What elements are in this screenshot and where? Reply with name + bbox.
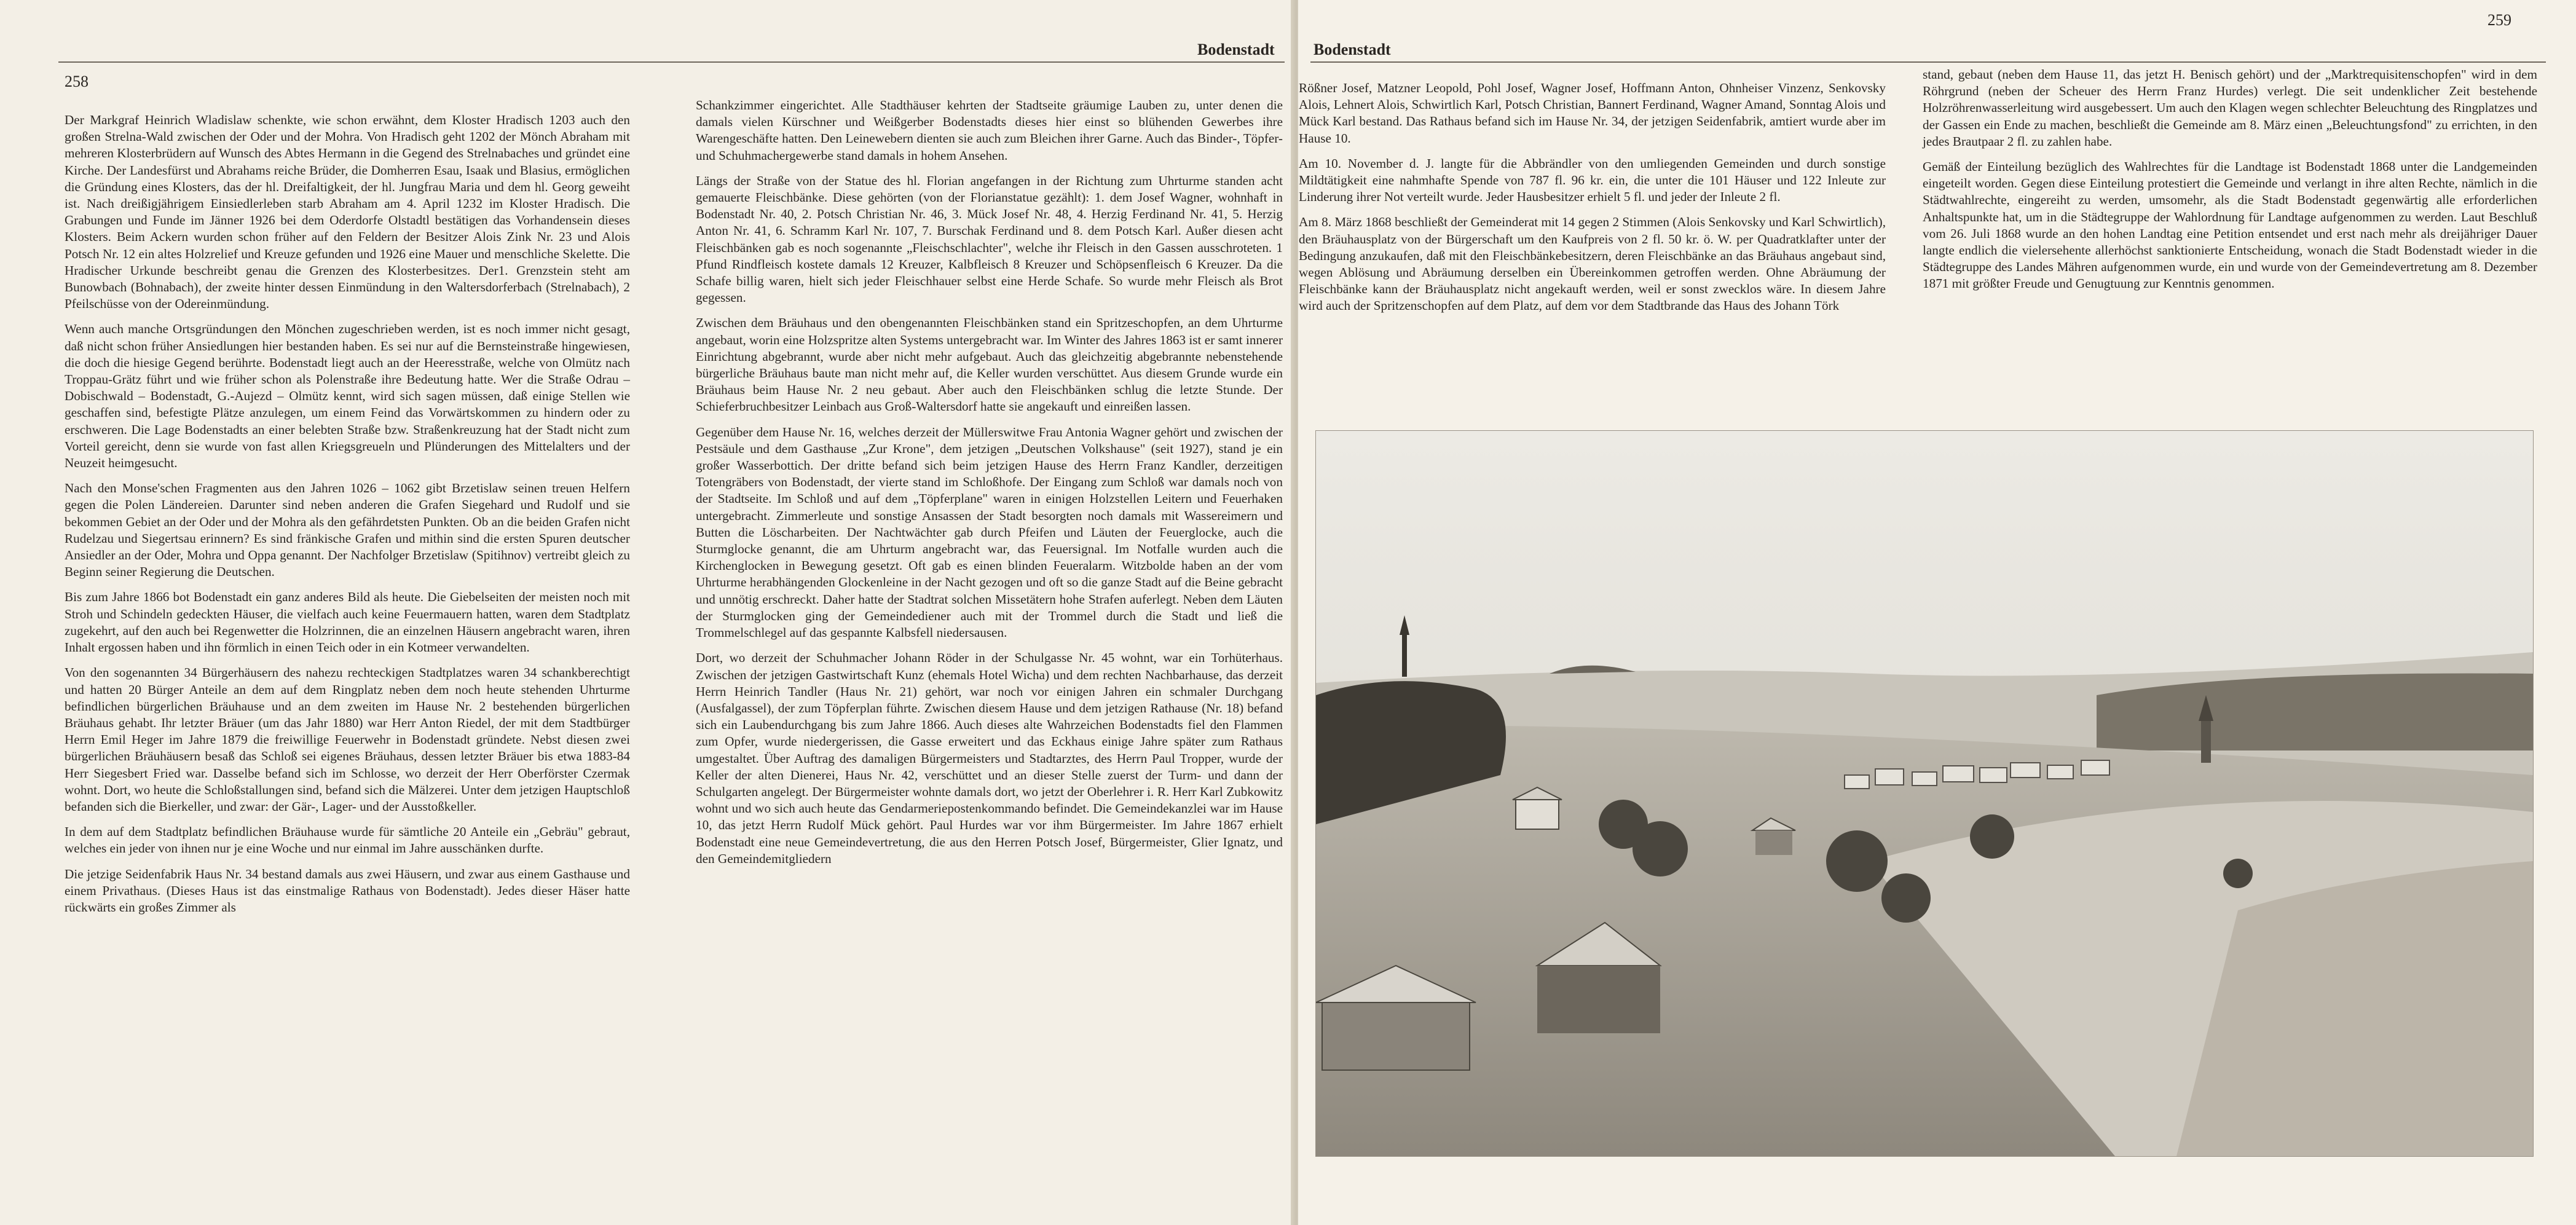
text-column-right [696, 97, 1283, 876]
paragraph: Am 10. November d. J. langte für die Abbrändler von den umliegenden Gemeinden und durch sonstige Mildtätigkeit eine nahmhafte Spende von 787 fl. 96 kr. ein, die unter die 101 Häuser und 122 Inleute zur Linderung ihrer Not verteilt wurde. Jeder Hausbesitzer erhielt 5 fl. und jeder der Inleute 2 fl. [1299, 156, 1886, 205]
text-column-right [1923, 66, 2537, 301]
paragraph: Der Markgraf Heinrich Wladislaw schenkte, wie schon erwähnt, dem Kloster Hradisch 1203 auch den großen Strelna-Wald zwischen der Oder und der Mohra. Von Hradisch geht 1202 der Mönch Abraham mit mehreren Klosterbrüdern auf Wunsch des Abtes Hermann in die Gegend des Strelnabaches und gründet eine Kirche. Der Landesfürst und Abrahams reiche Brüder, die Domherren Esau, Isaak und Blasius, ermöglichen die Gründung eines Klosters, das der hl. Dreifaltigkeit, der hl. Jungfrau Maria und dem hl. Georg geweiht ist. Nach dreißigjährigem Einsiedlerleben starb Abraham am 4. April 1232 im Kloster Hradisch. Die Grabungen und Funde im Jänner 1926 bei dem Oderdorfe Olstadtl bestätigen das Vorhandensein dieses Klosters. Beim Ackern wurden schon früher auf den Feldern der Besitzer Alois Zink Nr. 23 und Alois Potsch Nr. 12 ein altes Holzrelief und Kreuze gefunden und 1926 eine Mauer und menschliche Skelette. Die Hradischer Urkunde beschreibt genau die Grenzen des Klosterbesitzes. Der1. Grenzstein steht am Bunowbach (Bohnabach), der zweite hinter dessen Einmündung in den Waltersdorferbach (Strelnabach), 2 Pfeilschüsse von der Odereinmündung. [65, 112, 630, 312]
paragraph: Nach den Monse'schen Fragmenten aus den Jahren 1026 – 1062 gibt Brzetislaw seinen treuen Helfern gegen die Polen Ländereien. Darunter sind neben anderen die Grafen Siegehard und Rudolf und sie bekommen Gebiet an der Oder und der Mohra als den gefährdetsten Punkten. Ob an die beiden Grafen nicht Rudelzau und Siegertsau erinnern? Es sind fränkische Grafen und mithin sind die ersten Spuren deutscher Ansiedler an der Oder, Mohra und Oppa genannt. Der Nachfolger Brzetislaw (Spitihnov) vertreibt gleich zu Beginn seiner Regierung die Deutschen. [65, 481, 630, 580]
paragraph: Längs der Straße von der Statue des hl. Florian angefangen in der Richtung zum Uhrturme standen acht gemauerte Fleischbänke. Diese gehörten (von der Florianstatue gezählt): 1. dem Josef Wagner, wohnhaft in Bodenstadt Nr. 40, 2. Potsch Christian Nr. 46, 3. Mück Josef Nr. 48, 4. Herzig Ferdinand Nr. 41, 5. Herzig Anton Nr. 41, 6. Schramm Karl Nr. 107, 7. Burschak Ferdinand und 8. dem Potsch Karl. Außer diesen acht Fleischbänken gab es noch sogenannte „Fleischschlachter", welche ihr Fleisch in den Gassen ausschroteten. 1 Pfund Rindfleisch kostete damals 12 Kreuzer, Kalbfleisch 8 Kreuzer und Schöpsenfleisch 6 Kreuzer. Da die Schafe billig waren, hielt sich jeder Fleischhauer selbst eine Herde Schafe. So wurde mehr Fleisch als Brot gegessen. [696, 173, 1283, 305]
paragraph: Von den sogenannten 34 Bürgerhäusern des nahezu rechteckigen Stadtplatzes waren 34 schankberechtigt und hatten 20 Bürger Anteile an dem auf dem Ringplatz neben dem noch heute stehenden Uhrturme befindlichen bürgerlichen Bräuhause und an dem zweiten im Hause Nr. 2 bestehenden bürgerlichen Bräuhaus gehabt. Ihr letzter Bräuer (um das Jahr 1880) war Herr Anton Riedel, der mit dem Stadtbürger Herrn Emil Heger im Jahre 1879 die freiwillige Feuerwehr in Bodenstadt gründete. Nebst diesen zwei bürgerlichen Bräuhäusern besaß das Schloß sei eigenes Bräuhaus, dessen letzter Bräuer bis etwa 1883-84 Herr Siegesbert Fried war. Dasselbe befand sich im Schlosse, wo derzeit der Herr Oberförster Czermak wohnt. Dort, wo heute die Schloßstallungen sind, befand sich die Mälzerei. Unter dem jetzigen Hauptschloß befanden sich die Bierkeller, und zwar: der Gär-, Lager- und der Ausstoßkeller. [65, 665, 630, 814]
header-rule [1310, 61, 2546, 63]
paragraph: Rößner Josef, Matzner Leopold, Pohl Josef, Wagner Josef, Hoffmann Anton, Ohnheiser Vinzenz, Senkovsky Alois, Lehnert Alois, Schwirtlich Karl, Potsch Christian, Bannert Ferdinand, Wagner Amand, Sonntag Alois und Mück Karl bestand. Das Rathaus befand sich im Hause Nr. 34, der jetzigen Seidenfabrik, amtiert wurde aber im Hause 10. [1299, 81, 1886, 146]
text-column-left [1299, 80, 1886, 323]
landscape-photo [1315, 430, 2534, 1157]
text-column-left [65, 112, 630, 924]
paragraph: Schankzimmer eingerichtet. Alle Stadthäuser kehrten der Stadtseite gräumige Lauben zu, unter denen die damals vielen Kürschner und Weißgerber Bodenstadts dieses hier einst so blühenden Gewerbes ihre Warengeschäfte hatten. Den Leinewebern dienten sie auch zum Bleichen ihrer Garne. Auch das Binder-, Töpfer- und Schuhmachergewerbe stand damals in hohem Ansehen. [696, 98, 1283, 163]
paragraph: Dort, wo derzeit der Schuhmacher Johann Röder in der Schulgasse Nr. 45 wohnt, war ein Torhüterhaus. Zwischen der jetzigen Gastwirtschaft Kunz (ehemals Hotel Wicha) und dem rechten Nachbarhause, das derzeit Herrn Heinrich Tandler (Haus Nr. 21) gehört, war noch vor einigen Jahren ein schmaler Durchgang (Ausfalgassel), der zum Töpferplan führte. Zwischen diesem Hause und dem jetzigen Rathause (Nr. 18) befand sich ein Laubendurchgang bis zum Jahre 1866. Auch dieses alte Wahrzeichen Bodenstadts fiel den Flammen zum Opfer, wurde niedergerissen, die Gasse erweitert und das Eckhaus einige Jahre später zum Rathaus umgestaltet. Über Auftrag des damaligen Bürgermeisters und Stadtarztes, des Herrn Paul Tropper, wurde der Keller der alten Dienerei, Haus Nr. 42, verschüttet und an dieser Stelle zuerst der Turm- und dann der Schulgarten angelegt. Der Bürgermeister wohnte damals dort, wo jetzt der Oberlehrer i. R. Herr Karl Zubkowitz wohnt und wo sich auch heute das Gendarmeriepostenkommando befindet. Die Gemeindekanzlei war im Hause 10, das jetzt Herrn Rudolf Mück gehört. Paul Hurdes war vor ihm Bürgermeister. Im Jahre 1867 erhielt Bodenstadt eine neue Gemeindevertretung, die aus den Herren Potsch Josef, Bürgermeister, Glier Ignatz, und den Gemeindemitgliedern [696, 650, 1283, 866]
paragraph: Die jetzige Seidenfabrik Haus Nr. 34 bestand damals aus zwei Häusern, und zwar aus einem Gasthause und einem Privathaus. (Dieses Haus ist das einstmalige Rathaus von Bodenstadt). Jedes dieser Häser hatte rückwärts ein großes Zimmer als [65, 866, 630, 915]
paragraph: In dem auf dem Stadtplatz befindlichen Bräuhause wurde für sämtliche 20 Anteile ein „Gebräu" gebraut, welches ein jeder von ihnen nur je eine Woche und nur einmal im Jahre ausschänken durfte. [65, 824, 630, 856]
running-head: Bodenstadt [1197, 41, 1275, 58]
paragraph: stand, gebaut (neben dem Hause 11, das jetzt H. Benisch gehört) und der „Marktrequisitenschopfen" wird in dem Röhrgrund (neben der Scheuer des Herrn Franz Hurdes) verlegt. Die seit undenklicher Zeit bestehende Holzröhrenwasserleitung wird ausgebessert. Um auch den Klagen wegen schlechter Beleuchtung des Ringplatzes und der Gassen ein Ende zu machen, beschließt die Gemeinde am 8. März einen „Beleuchtungsfond" zu errichten, in den jedes Brautpaar 2 fl. zu zahlen habe. [1923, 67, 2537, 149]
paragraph: Zwischen dem Bräuhaus und den obengenannten Fleischbänken stand ein Spritzeschopfen, an dem Uhrturme angebaut, worin eine Holzspritze alten Systems untergebracht war. Im Winter des Jahres 1863 ist er samt innerer Einrichtung abgebrannt, wurde aber nicht mehr aufgebaut. Auch das gleichzeitig abgebrannte nebenstehende bürgerliche Bräuhaus baute man nicht mehr auf, die Keller wurden verschüttet. Aus diesem Grunde wurde ein Bräuhaus beim Hause Nr. 2 neu gebaut. Aber auch den Fleischbänken schlug die letzte Stunde. Der Schieferbruchbesitzer Leinbach aus Groß-Waltersdorf hatte sie angekauft und einreißen lassen. [696, 315, 1283, 414]
paragraph: Bis zum Jahre 1866 bot Bodenstadt ein ganz anderes Bild als heute. Die Giebelseiten der meisten noch mit Stroh und Schindeln gedeckten Häuser, die vielfach auch keine Feuermauern hatten, waren dem Stadtplatz zugekehrt, auf den auch bei Regenwetter die Holzrinnen, die an einzelnen Häusern angebracht waren, ihren Inhalt ergossen haben und ihn förmlich in einen Teich oder in ein Kotmeer verwandelten. [65, 589, 630, 655]
page-number: 258 [65, 73, 89, 90]
running-head: Bodenstadt [1314, 41, 1391, 58]
paragraph: Wenn auch manche Ortsgründungen den Mönchen zugeschrieben werden, ist es noch immer nicht gesagt, daß nicht schon früher Ansiedlungen hier bestanden haben. Es sei nur auf die Bernsteinstraße hingewiesen, die doch die hiesige Gegend berührte. Bodenstadt liegt auch an der Heeresstraße, welche von Olmütz nach Troppau-Grätz führt und wie früher schon als Polenstraße ihre Bedeutung hatte. Wer die Straße Odrau – Dobischwald – Bodenstadt, G.-Aujezd – Olmütz kennt, wird sich sagen müssen, daß einige Stellen wie geschaffen sind, befestigte Plätze anzulegen, um einem Feind das Vorwärtskommen zu hindern oder zu erschweren. Die Lage Bodenstadts an einer belebten Straße bzw. Straßenkreuzung hat der Stadt nicht zum Vorteil gereicht, denn sie wurde von fast allen Kriegsgreueln und Plünderungen des Mittelalters und der Neuzeit heimgesucht. [65, 321, 630, 471]
page-number: 259 [2487, 11, 2511, 29]
paragraph: Am 8. März 1868 beschließt der Gemeinderat mit 14 gegen 2 Stimmen (Alois Senkovsky und Karl Schwirtlich), den Bräuhausplatz von der Bürgerschaft um den Kaufpreis von 2 fl. 50 kr. ö. W. per Quadratklafter unter der Bedingung anzukaufen, daß mit den Fleischbänkebesitzern, deren Fleischbänke an das Bräuhaus angebaut sind, wegen Ablösung und Abräumung derselben ein Übereinkommen getroffen werden. Ohne Abräumung der Fleischbänke kann der Bräuhausplatz nicht angekauft werden, weil er sonst zwecklos wäre. In diesem Jahre wird auch der Spritzenschopfen auf dem Platz, auf dem vor dem Stadtbrande das Haus des Johann Törk [1299, 215, 1886, 313]
paragraph: Gemäß der Einteilung bezüglich des Wahlrechtes für die Landtage ist Bodenstadt 1868 unter die Landgemeinden eingeteilt worden. Gegen diese Einteilung protestiert die Gemeinde und verlangt in ihre alten Rechte, nämlich in die Städtwahlrechte, eingereiht zu werden, umsomehr, als die Stadt Bodenstadt gegenwärtig alle erforderlichen Anhaltspunkte hat, um in die Städtegruppe der Wahlordnung für Landtage aufgenommen zu werden. Laut Beschluß vom 26. Juli 1868 wurde an den hohen Landtag eine Petition entsendet und erst nach mehr als dreijähriger Dauer langte endlich die vielersehente allerhöchst sanktionierte Entscheidung, wonach die Stadt Bodenstadt wieder in die Städtegruppe des Landes Mähren aufgenommen wurde, ein und wurde von der Gemeindevertretung am 8. Dezember 1871 mit größter Freude und Genugtuung zur Kenntnis genommen. [1923, 159, 2537, 291]
header-rule [58, 61, 1285, 63]
paragraph: Gegenüber dem Hause Nr. 16, welches derzeit der Müllerswitwe Frau Antonia Wagner gehört und zwischen der Pestsäule und dem Gasthause „Zur Krone", dem jetzigen „Deutschen Volkshause" (seit 1927), stand je ein großer Wasserbottich. Der dritte befand sich beim jetzigen Hause des Herrn Franz Kandler, derzeitigen Totengräbers von Bodenstadt, der vierte stand im Schloßhofe. Der Eingang zum Schloß war damals noch von der Stadtseite. Im Schloß und auf dem „Töpferplane" waren in einigen Holzstellen Leitern und Feuerhaken untergebracht. Zimmerleute und sonstige Ansassen der Stadt besorgten noch damals mit Wassereimern und Butten die Löscharbeiten. Der Nachtwächter gab durch Pfeifen und Läuten der Feuerglocke, auch die Sturmglocke genannt, die am Uhrturm angebracht war, das Feuersignal. Im Notfalle wurden auch die Kirchenglocken in Bewegung gesetzt. Oft gab es einen blinden Feueralarm. Witzbolde haben an der vom Uhrturme herabhängenden Glockenleine in der Nacht gezogen und oft so die ganze Stadt auf die Beine gebracht und unnötig erschreckt. Daher hatte der Stadtrat solchen Missetätern hohe Strafen auferlegt. Neben dem Läuten der Sturmglocken ging der Gemeindediener auch mit der Trommel durch die Stadt und ließ die Trommelschlegel auf das gespannte Kalbsfell niedersausen. [696, 424, 1283, 640]
